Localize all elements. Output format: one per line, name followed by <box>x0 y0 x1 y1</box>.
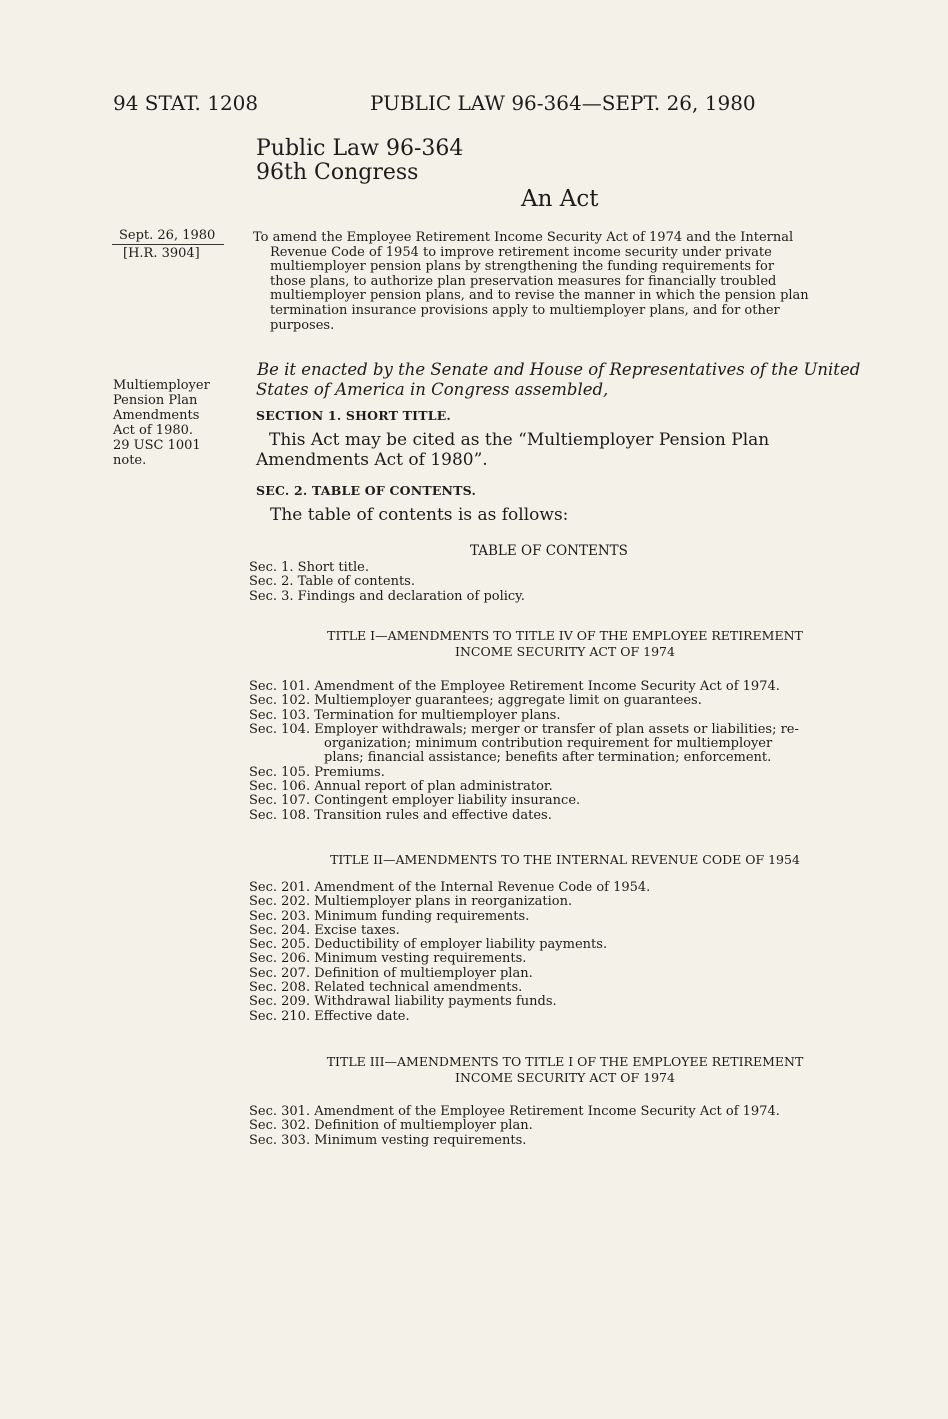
list-item: Sec. 201. Amendment of the Internal Revenue Code of 1954. <box>249 880 651 895</box>
section-2-heading: SEC. 2. TABLE OF CONTENTS. <box>256 483 477 498</box>
list-item: Sec. 107. Contingent employer liability insurance. <box>249 793 581 809</box>
list-item: Sec. 210. Effective date. <box>249 1008 410 1024</box>
toc-title-1-heading: TITLE I—AMENDMENTS TO TITLE IV OF THE EMPLOYEE RETIREMENT INCOME SECURITY ACT OF 1974 <box>327 628 803 659</box>
law-designation <box>256 137 463 185</box>
enacting-clause: Be it enacted by the Senate and House of Representatives of the United States of America in Congress assembled, <box>256 360 861 399</box>
margin-short-title-note: Multiemployer Pension Plan Amendments Act of 1980. 29 USC 1001 note. <box>113 378 210 468</box>
list-item: Sec. 208. Related technical amendments. <box>249 980 523 996</box>
toc-title-3-list <box>249 1105 780 1148</box>
act-purpose: To amend the Employee Retirement Income Security Act of 1974 and the Internal Revenue Code of 1954 to improve retirement income security under private multiemployer pension plans by strengthening the funding requirements for those plans, to authorize plan preservation measures for financially troubled multiemployer pension plans, and to revise the manner in which the pension plan termination insurance provisions apply to multiemployer plans, and for other purposes. <box>253 230 809 333</box>
list-item: Sec. 1. Short title. <box>249 560 369 575</box>
toc-general-list <box>249 561 525 604</box>
list-item: Sec. 103. Termination for multiemployer plans. <box>249 707 561 723</box>
list-item: Sec. 302. Definition of multiemployer plan. <box>249 1118 533 1134</box>
act-heading: An Act <box>521 186 599 212</box>
list-item: Sec. 207. Definition of multiemployer plan. <box>249 965 533 981</box>
list-item: Sec. 3. Findings and declaration of policy. <box>249 588 525 604</box>
list-item: Sec. 205. Deductibility of employer liability payments. <box>249 937 608 953</box>
toc-title: TABLE OF CONTENTS <box>470 543 628 559</box>
section-1-text: This Act may be cited as the “Multiemployer Pension Plan Amendments Act of 1980”. <box>256 430 770 470</box>
section-2-text: The table of contents is as follows: <box>270 505 569 525</box>
list-item: Sec. 204. Excise taxes. <box>249 922 400 938</box>
margin-date: Sept. 26, 1980 <box>119 228 216 243</box>
toc-title-1-list <box>249 680 799 823</box>
page-number-header: 94 STAT. 1208 <box>113 91 259 115</box>
list-item: Sec. 104. Employer withdrawals; merger or transfer of plan assets or liabilities; re- <box>249 721 799 737</box>
list-item: Sec. 303. Minimum vesting requirements. <box>249 1132 527 1148</box>
list-item: Sec. 105. Premiums. <box>249 764 385 780</box>
list-item: Sec. 101. Amendment of the Employee Retirement Income Security Act of 1974. <box>249 679 780 694</box>
list-item: Sec. 108. Transition rules and effective dates. <box>249 807 552 823</box>
list-item: Sec. 106. Annual report of plan administrator. <box>249 779 553 795</box>
public-law-number: Public Law 96-364 <box>256 136 464 161</box>
list-item: Sec. 203. Minimum funding requirements. <box>249 908 530 924</box>
running-header: PUBLIC LAW 96-364—SEPT. 26, 1980 <box>370 91 756 115</box>
toc-title-3-heading: TITLE III—AMENDMENTS TO TITLE I OF THE EMPLOYEE RETIREMENT INCOME SECURITY ACT OF 1974 <box>326 1054 804 1085</box>
list-item: Sec. 202. Multiemployer plans in reorganization. <box>249 894 573 910</box>
margin-bill-number: [H.R. 3904] <box>123 246 200 261</box>
congress-number: 96th Congress <box>256 160 419 185</box>
toc-title-2-heading: TITLE II—AMENDMENTS TO THE INTERNAL REVENUE CODE OF 1954 <box>330 852 800 867</box>
section-1-heading: SECTION 1. SHORT TITLE. <box>256 408 451 423</box>
list-item: Sec. 102. Multiemployer guarantees; aggregate limit on guarantees. <box>249 693 702 709</box>
list-item: Sec. 209. Withdrawal liability payments funds. <box>249 994 557 1010</box>
list-item-continuation: organization; minimum contribution requirement for multiemployer <box>324 736 773 752</box>
list-item: Sec. 2. Table of contents. <box>249 574 415 590</box>
margin-rule <box>112 244 224 245</box>
list-item-continuation: plans; financial assistance; benefits after termination; enforcement. <box>324 750 772 766</box>
list-item: Sec. 206. Minimum vesting requirements. <box>249 951 527 967</box>
toc-title-2-list <box>249 881 650 1024</box>
list-item: Sec. 301. Amendment of the Employee Retirement Income Security Act of 1974. <box>249 1104 780 1119</box>
